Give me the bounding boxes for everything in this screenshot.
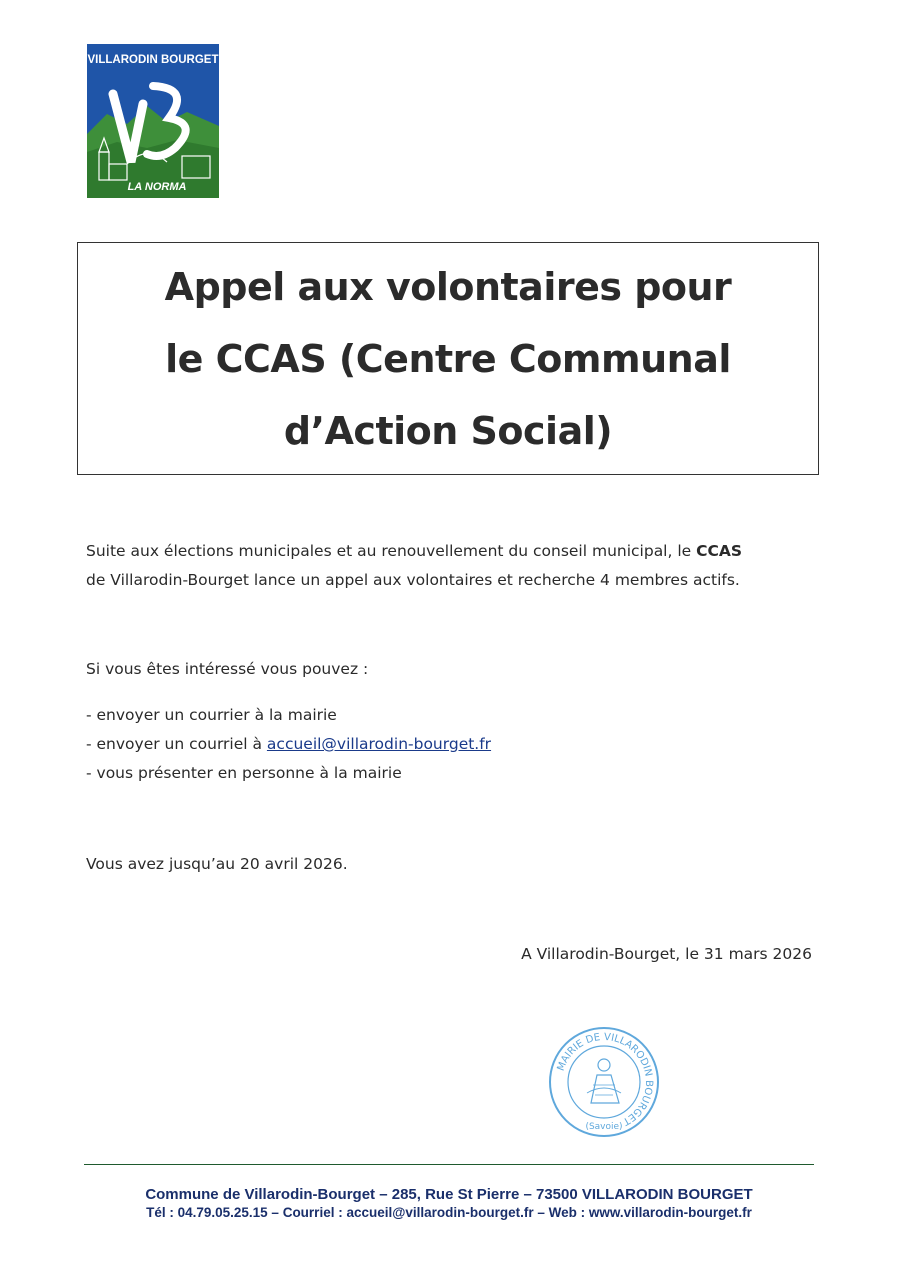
intro-ccas: CCAS xyxy=(696,542,743,560)
option-email-prefix: - envoyer un courriel à xyxy=(86,735,267,753)
options-list xyxy=(86,701,491,788)
place-date: A Villarodin-Bourget, le 31 mars 2026 xyxy=(521,945,812,963)
option-in-person: - vous présenter en personne à la mairie xyxy=(86,764,402,782)
title-box xyxy=(77,242,819,475)
logo-top-text: VILLARODIN BOURGET xyxy=(87,54,219,66)
option-letter: - envoyer un courrier à la mairie xyxy=(86,706,337,724)
footer xyxy=(84,1185,814,1222)
title-line-1: Appel aux volontaires pour xyxy=(164,264,732,309)
email-link[interactable]: accueil@villarodin-bourget.fr xyxy=(266,735,492,753)
logo-bottom-text: LA NORMA xyxy=(127,181,187,193)
footer-rule xyxy=(84,1164,814,1165)
footer-contact: Tél : 04.79.05.25.15 – Courriel : accueil@villarodin-bourget.fr – Web : www.villarodin-bourget.fr xyxy=(146,1205,752,1220)
title-line-2: le CCAS (Centre Communal xyxy=(165,336,731,381)
intro-line-1: Suite aux élections municipales et au renouvellement du conseil municipal, le xyxy=(86,542,697,560)
stamp-bottom-text: (Savoie) xyxy=(585,1122,623,1132)
intro-paragraph xyxy=(86,537,742,595)
intro-line-2: de Villarodin-Bourget lance un appel aux volontaires et recherche 4 membres actifs. xyxy=(86,571,740,589)
option-email xyxy=(86,730,491,759)
stamp-ring-text: MAIRIE DE VILLARODIN BOURGET xyxy=(555,1031,655,1127)
footer-address: Commune de Villarodin-Bourget – 285, Rue St Pierre – 73500 VILLARODIN BOURGET xyxy=(145,1186,753,1203)
title-line-3: d’Action Social) xyxy=(283,408,613,453)
ask-text: Si vous êtes intéressé vous pouvez : xyxy=(86,660,369,678)
deadline-text: Vous avez jusqu’au 20 avril 2026. xyxy=(86,855,348,873)
commune-logo xyxy=(87,44,219,198)
mairie-stamp xyxy=(547,1025,661,1139)
